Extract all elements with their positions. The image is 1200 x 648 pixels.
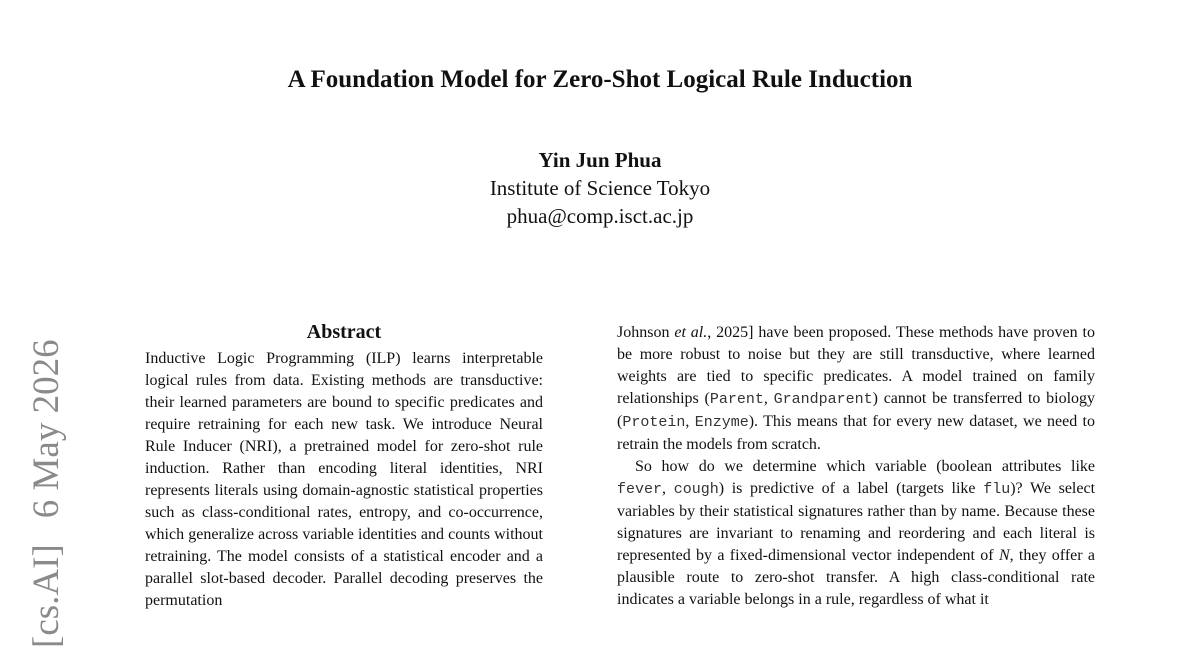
- code-parent: Parent: [709, 391, 764, 408]
- arxiv-category: [cs.AI]: [26, 544, 67, 648]
- paragraph-text: )? We select variables by their statistical signatures rather than by name. Because these signatures are invariant to renaming and reordering and each literal is represented by a fixed-dimensional vector independent of: [617, 480, 1096, 564]
- paragraph-text: ) is predictive of a label (targets like: [718, 480, 984, 497]
- code-grandparent: Grandparent: [773, 391, 873, 408]
- author-email: phua@comp.isct.ac.jp: [506, 204, 694, 228]
- variable-n: N: [998, 547, 1010, 564]
- separator: ,: [763, 390, 774, 407]
- paper-title: A Foundation Model for Zero-Shot Logical Rule Induction: [287, 66, 913, 93]
- author-name: Yin Jun Phua: [538, 148, 662, 172]
- code-protein: Protein: [622, 414, 686, 431]
- paragraph-text: ) cannot be transferred to biology (: [617, 390, 1096, 430]
- abstract-heading: Abstract: [306, 321, 382, 343]
- paragraph-text: ). This means that for every new dataset, we need to retrain the models from scratch.: [617, 413, 1096, 453]
- author-block: [0, 146, 1200, 230]
- arxiv-stamp: [22, 339, 72, 648]
- code-fever: fever: [617, 481, 663, 498]
- body-paragraph-2: [617, 456, 1095, 611]
- code-enzyme: Enzyme: [694, 414, 749, 431]
- author-affiliation: Institute of Science Tokyo: [489, 176, 711, 200]
- citation-author: Johnson: [617, 324, 670, 341]
- body-paragraph-1: [617, 322, 1095, 456]
- body-column: [617, 322, 1095, 611]
- abstract-text: Inductive Logic Programming (ILP) learns interpretable logical rules from data. Existing methods are transductive: their learned parameters are bound to specific predicates and require retraining for each new task. We introduce Neural Rule Inducer (NRI), a pretrained model for zero-shot rule induction. Rather than encoding literal identities, NRI represents literals using domain-agnostic statistical properties such as class-conditional rates, entropy, and co-occurrence, which generalize across variable identities and counts without retraining. The model consists of a statistical encoder and a parallel slot-based decoder. Parallel decoding preserves the permutation: [145, 350, 543, 609]
- code-flu: flu: [983, 481, 1011, 498]
- citation-etal: et al.: [674, 324, 708, 341]
- code-cough: cough: [673, 481, 719, 498]
- separator: ,: [662, 480, 674, 497]
- abstract-column: [145, 320, 543, 612]
- arxiv-date: 6 May 2026: [26, 339, 67, 519]
- separator: ,: [685, 413, 695, 430]
- paragraph-text: So how do we determine which variable (boolean attributes like: [635, 458, 1095, 475]
- paragraph-text: , 2025] have been proposed. These methods have proven to be more robust to noise but they are still transductive, where learned weights are tied to specific predicates. A model trained on family relationships (: [617, 324, 1095, 407]
- paragraph-text: , they offer a plausible route to zero-shot transfer. A high class-conditional rate indicates a variable belongs in a rule, regardless of what it: [617, 547, 1095, 608]
